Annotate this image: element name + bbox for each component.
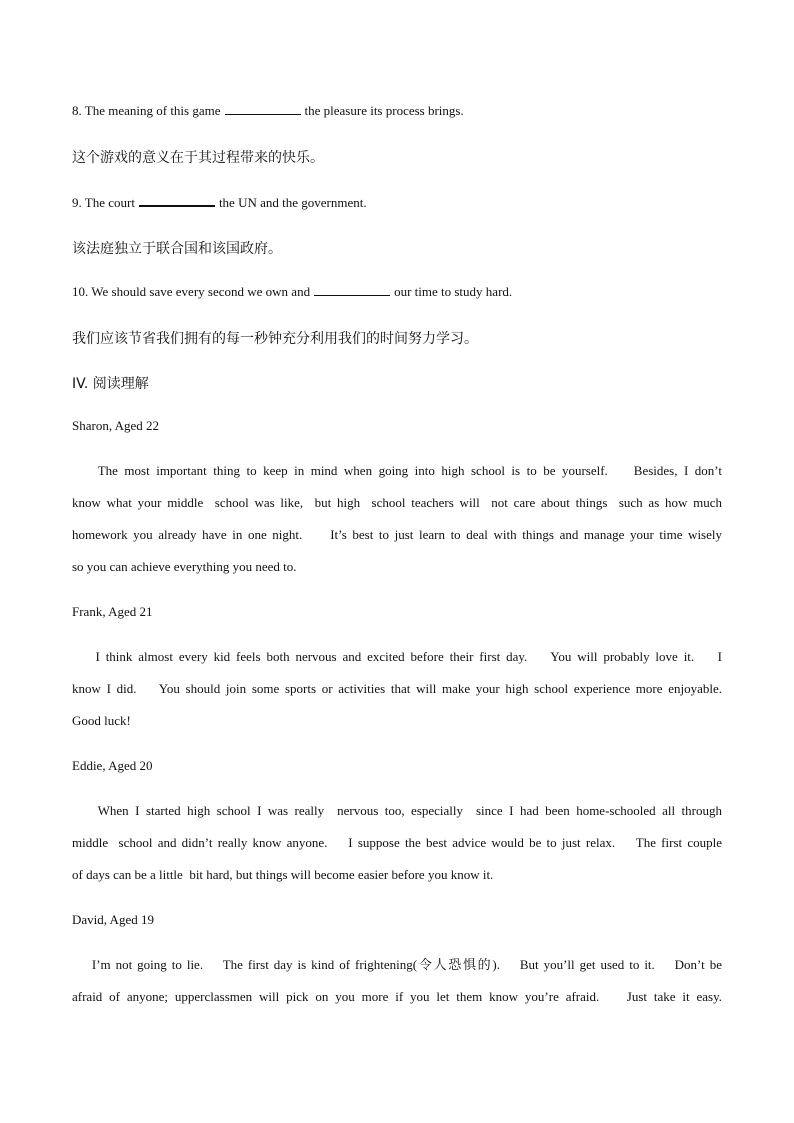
passage-line: The most important thing to keep in mind when going into high school is to be yourself. Besides, I don’t	[72, 463, 722, 478]
passage-line: Good luck!	[72, 713, 131, 728]
section-heading: IV. 阅读理解	[72, 376, 149, 392]
passage-sharon	[72, 455, 722, 583]
passage-line: I’m not going to lie. The first day is kind of frightening(令人恐惧的). But you’ll get used to it. Don’t be	[72, 957, 722, 972]
passage-line: homework you already have in one night. It’s best to just learn to deal with things and manage your time wisely	[72, 527, 722, 542]
passage-eddie	[72, 795, 722, 891]
item-9-before: 9. The court	[72, 195, 135, 210]
item-10-blank[interactable]	[314, 283, 390, 296]
passage-author-eddie: Eddie, Aged 20	[72, 758, 153, 773]
passage-author-david: David, Aged 19	[72, 912, 154, 927]
passage-line: afraid of anyone; upperclassmen will pick on you more if you let them know you’re afraid. Just take it easy.	[72, 989, 722, 1004]
passage-line: When I started high school I was really nervous too, especially since I had been home-schooled all through	[72, 803, 722, 818]
passage-david	[72, 949, 722, 1013]
item-9-translation: 该法庭独立于联合国和该国政府。	[72, 241, 282, 257]
item-9-sentence	[72, 193, 722, 211]
passage-line: of days can be a little bit hard, but things will become easier before you know it.	[72, 867, 494, 882]
passage-line: know what your middle school was like, but high school teachers will not care about things such as how much	[72, 495, 722, 510]
passage-author-sharon: Sharon, Aged 22	[72, 418, 160, 433]
passage-line: so you can achieve everything you need to.	[72, 559, 297, 574]
item-8-sentence	[72, 102, 722, 119]
passage-line: I think almost every kid feels both nervous and excited before their first day. You will probably love it. I	[72, 649, 722, 664]
item-8-after: the pleasure its process brings.	[304, 103, 464, 118]
item-9-blank[interactable]	[139, 193, 215, 207]
passage-line: middle school and didn’t really know anyone. I suppose the best advice would be to just relax. The first couple	[72, 835, 722, 850]
passage-frank	[72, 641, 722, 737]
item-8-before: 8. The meaning of this game	[72, 103, 221, 118]
item-10-before: 10. We should save every second we own and	[72, 284, 311, 299]
passage-author-frank: Frank, Aged 21	[72, 604, 153, 619]
item-8-translation: 这个游戏的意义在于其过程带来的快乐。	[72, 150, 324, 166]
item-10-sentence	[72, 283, 722, 300]
item-10-after: our time to study hard.	[394, 284, 513, 299]
item-9-after: the UN and the government.	[218, 195, 367, 210]
item-8-blank[interactable]	[225, 102, 301, 115]
item-10-translation: 我们应该节省我们拥有的每一秒钟充分利用我们的时间努力学习。	[72, 331, 478, 347]
passage-line: know I did. You should join some sports or activities that will make your high school experience more enjoyable.	[72, 681, 722, 696]
